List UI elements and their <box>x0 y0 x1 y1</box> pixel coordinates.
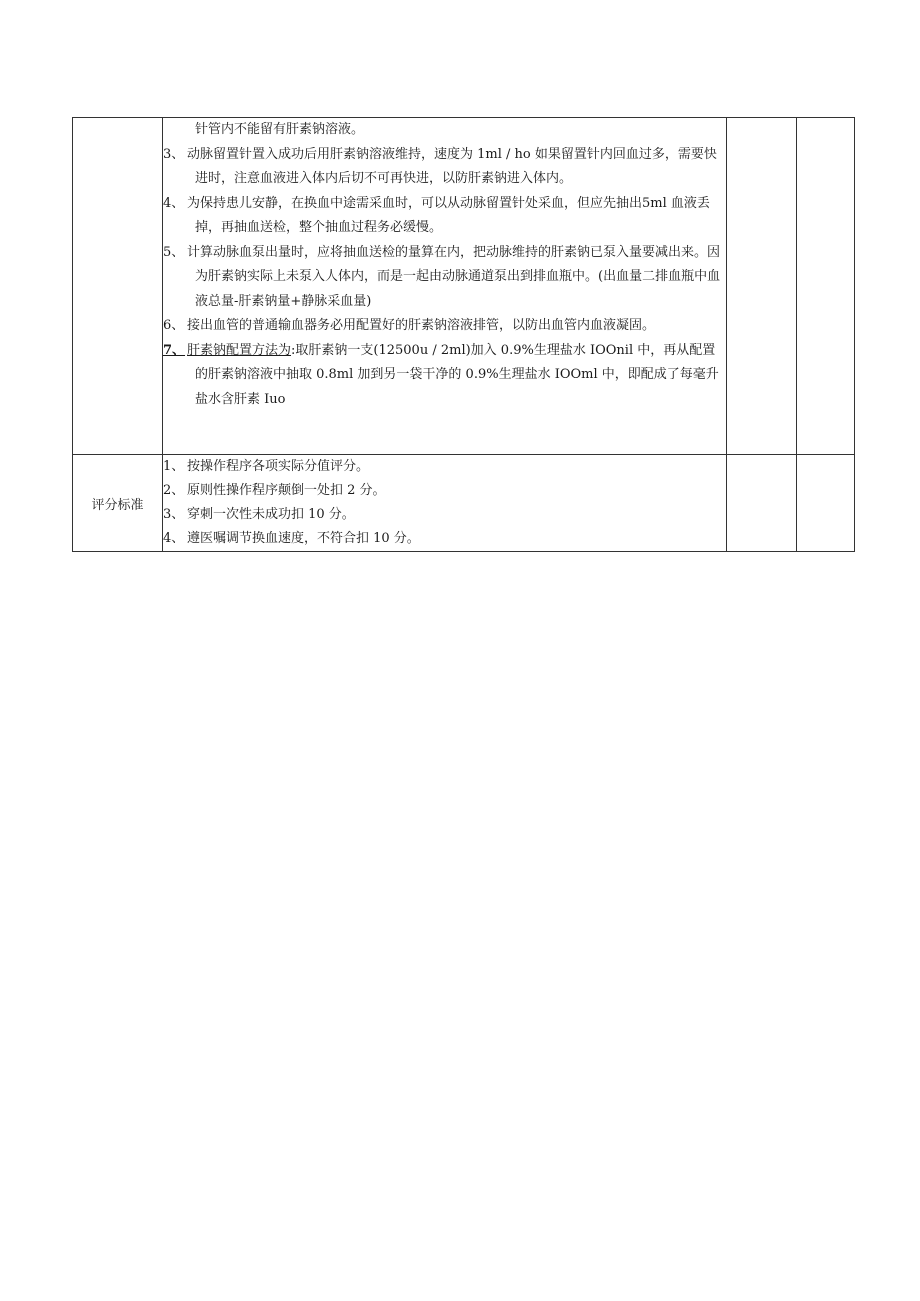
step-number: 7、 <box>163 342 186 358</box>
criterion-number: 4、 <box>163 531 185 546</box>
criterion-number: 2、 <box>163 483 185 498</box>
criterion-3 <box>163 503 726 527</box>
criterion-1 <box>163 455 726 479</box>
scoring-criteria-cell <box>163 455 727 552</box>
criterion-text: 原则性操作程序颠倒一处扣 2 分。 <box>187 483 386 498</box>
step-3 <box>163 143 724 192</box>
step-text: 计算动脉血泵出量时，应将抽血送检的量算在内，把动脉维持的肝素钠已泵入量要减出来。因为肝素钠实际上未泵入人体内，而是一起由动脉通道泵出到排血瓶中。(出血量二排血瓶中血液总量-肝素钠量+静脉采血量) <box>187 244 721 309</box>
step-number: 4、 <box>163 195 185 211</box>
criterion-text: 遵医嘱调节换血速度，不符合扣 10 分。 <box>187 531 420 546</box>
score-column-cell <box>727 455 797 552</box>
step-5 <box>163 241 724 315</box>
step-text: 为保持患儿安静，在换血中途需采血时，可以从动脉留置针处采血，但应先抽出5ml 血液丢掉，再抽血送检，整个抽血过程务必缓慢。 <box>187 195 710 235</box>
step-6 <box>163 314 724 339</box>
step-number: 6、 <box>163 318 185 333</box>
step-number: 3、 <box>163 146 185 162</box>
criterion-number: 1、 <box>163 459 185 474</box>
step-continuation <box>163 118 724 143</box>
step-7 <box>163 339 724 413</box>
step-underlined-label: 肝素钠配置方法为 <box>187 342 292 358</box>
deduction-column-cell <box>797 455 855 552</box>
procedure-table <box>72 117 855 552</box>
scoring-row <box>73 455 855 552</box>
empty-label-cell <box>73 118 163 455</box>
criterion-text: 按操作程序各项实际分值评分。 <box>187 459 370 474</box>
deduction-column-cell <box>797 118 855 455</box>
step-4 <box>163 192 724 241</box>
step-text: 针管内不能留有肝素钠溶液。 <box>195 122 365 137</box>
step-text: 接出血管的普通输血器务必用配置好的肝素钠溶液排管，以防出血管内血液凝固。 <box>187 318 656 333</box>
procedure-row <box>73 118 855 455</box>
scoring-label: 评分标准 <box>73 455 163 552</box>
criterion-text: 穿刺一次性未成功扣 10 分。 <box>187 507 355 522</box>
criterion-2 <box>163 479 726 503</box>
score-column-cell <box>727 118 797 455</box>
step-text: :取肝素钠一支(12500u / 2ml)加入 0.9%生理盐水 IOOnil 中，再从配置的肝素钠溶液中抽取 0.8ml 加到另一袋干净的 0.9%生理盐水 IOOml 中，即配成了每毫升盐水含肝素 Iuo <box>195 342 719 407</box>
criterion-number: 3、 <box>163 507 185 522</box>
step-text: 动脉留置针置入成功后用肝素钠溶液维持，速度为 1ml / ho 如果留置针内回血过多，需要快进时，注意血液进入体内后切不可再快进，以防肝素钠进入体内。 <box>187 146 717 186</box>
criterion-4 <box>163 527 726 551</box>
step-number: 5、 <box>163 244 185 260</box>
procedure-steps-cell <box>163 118 727 455</box>
